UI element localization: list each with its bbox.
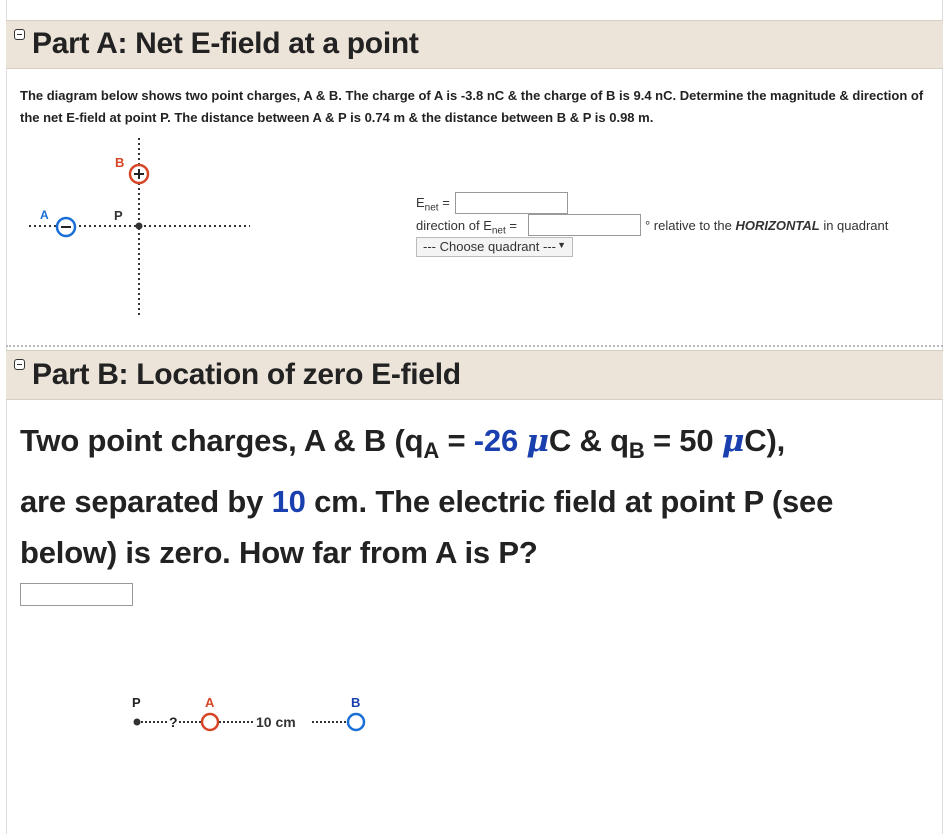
part-b-problem-text: Two point charges, A & B ($q_A = -26$ μC & $q_B = 50$ μC), are separated by 10 cm. The electric field at point P (see below) is zero. How far from A is P? — [20, 423, 834, 570]
part-a-problem-text: The diagram below shows two point charges, A & B. The charge of A is -3.8 nC & the charge of B is 9.4 nC. Determine the magnitude & direction of the net E-field at point P. The distance between A & P is 0.74 m & the distance between B & P is 0.98 m. — [20, 88, 924, 125]
dropdown-arrow-icon: ▼ — [557, 240, 566, 250]
part-b-answer-input[interactable] — [20, 583, 133, 606]
point-p-dot — [136, 223, 143, 230]
separation-distance-label: 10 cm — [256, 714, 296, 730]
part-b-header — [6, 350, 943, 400]
part-a-title: Part A: Net E-field at a point — [32, 27, 419, 60]
part-b-charge-diagram — [125, 690, 385, 740]
quadrant-select[interactable] — [416, 237, 573, 257]
part-a-charge-diagram — [20, 132, 260, 317]
charge-b-icon — [348, 714, 364, 730]
enet-label: $E_{net}$ = — [416, 195, 450, 214]
relative-horizontal-text: ° relative to the HORIZONTAL in quadrant — [645, 218, 889, 233]
part-a-header — [6, 20, 943, 69]
charge-a-label: A — [205, 695, 215, 710]
unknown-distance-label: ? — [169, 714, 178, 730]
direction-label: direction of $E_{net}$ = — [416, 218, 517, 237]
collapse-part-b-icon[interactable] — [14, 359, 25, 370]
charge-b-label: B — [351, 695, 361, 710]
point-p-label: P — [132, 695, 141, 710]
section-divider — [6, 345, 943, 347]
charge-b-label: B — [115, 155, 125, 170]
separation-value: 10 — [271, 484, 306, 519]
charge-a-label: A — [40, 208, 49, 222]
collapse-part-a-icon[interactable] — [14, 29, 25, 40]
enet-direction-input[interactable] — [528, 214, 641, 236]
part-b-title: Part B: Location of zero E-field — [32, 358, 461, 391]
enet-magnitude-input[interactable] — [455, 192, 568, 214]
point-p-dot — [134, 719, 141, 726]
charge-a-value: -26 — [473, 423, 518, 458]
point-p-label: P — [114, 208, 123, 223]
charge-a-icon — [202, 714, 218, 730]
quadrant-select-value: --- Choose quadrant --- — [423, 239, 556, 254]
